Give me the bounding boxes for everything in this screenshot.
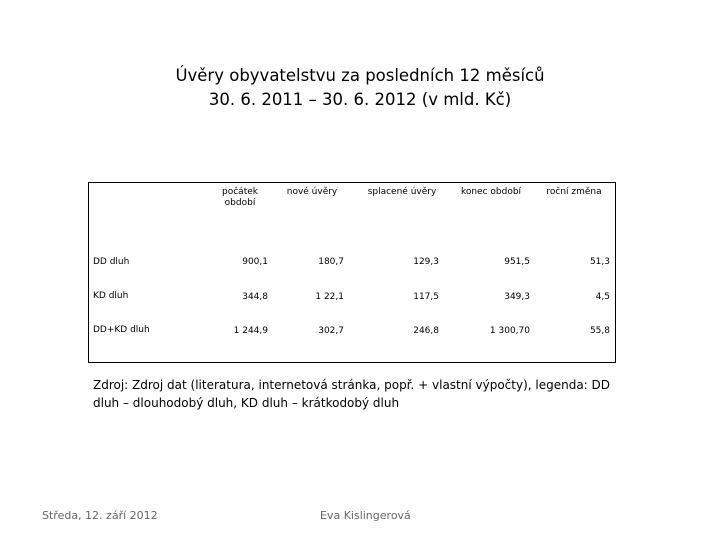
cell-dd-change: 51,3	[589, 257, 610, 267]
header-end-period: konec období	[460, 187, 522, 197]
cell-total-start: 1 244,9	[233, 326, 268, 336]
row-label-dd-dluh: DD dluh	[93, 257, 130, 267]
footer-date: Středa, 12. září 2012	[42, 509, 158, 522]
cell-kd-start: 344,8	[242, 292, 268, 302]
cell-kd-end: 349,3	[504, 292, 530, 302]
data-table-frame	[88, 182, 616, 363]
cell-dd-new: 180,7	[318, 257, 344, 267]
cell-dd-end: 951,5	[504, 257, 530, 267]
source-note: Zdroj: Zdroj dat (literatura, internetová stránka, popř. + vlastní výpočty), legenda: DD dluh – dlouhodobý dluh, KD dluh – krátkodobý dluh	[93, 378, 611, 410]
row-label-kd-dluh: KD dluh	[93, 291, 129, 301]
cell-kd-new: 1 22,1	[315, 292, 344, 302]
header-new-loans: nové úvěry	[286, 187, 338, 197]
slide-title-line-1: Úvěry obyvatelstvu za posledních 12 měsíců	[175, 66, 545, 85]
header-start-period-line-1: počátek	[222, 187, 258, 197]
cell-dd-start: 900,1	[242, 257, 268, 267]
cell-total-end: 1 300,70	[489, 326, 530, 336]
header-repaid-loans: splacené úvěry	[367, 187, 437, 197]
header-annual-change: roční změna	[546, 187, 602, 197]
slide-title-line-2: 30. 6. 2011 – 30. 6. 2012 (v mld. Kč)	[208, 90, 512, 109]
row-label-dd-kd-dluh: DD+KD dluh	[93, 325, 150, 335]
cell-kd-repaid: 117,5	[413, 292, 439, 302]
cell-dd-repaid: 129,3	[413, 257, 439, 267]
cell-total-change: 55,8	[589, 326, 610, 336]
cell-kd-change: 4,5	[595, 292, 610, 302]
header-start-period-line-2: období	[224, 198, 256, 208]
cell-total-repaid: 246,8	[413, 326, 439, 336]
slide-title	[0, 64, 720, 112]
footer-author: Eva Kislingerová	[320, 509, 411, 522]
data-table-bottom-border	[88, 362, 616, 363]
cell-total-new: 302,7	[318, 326, 344, 336]
header-start-period	[220, 187, 260, 209]
